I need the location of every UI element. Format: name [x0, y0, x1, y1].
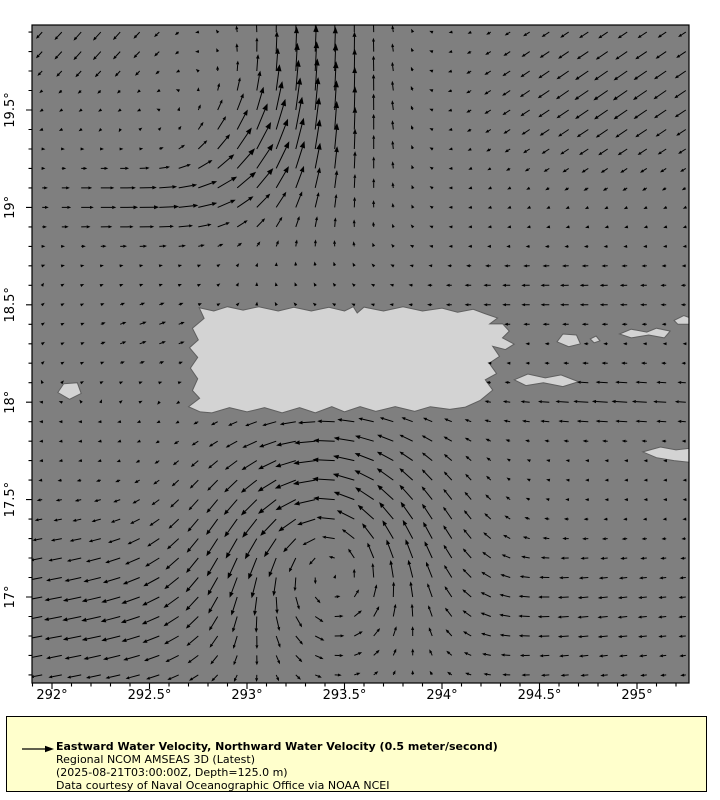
y-tick-label: 18°: [3, 390, 18, 414]
y-tick-label: 19.5°: [3, 92, 18, 128]
x-tick-label: 292°: [36, 688, 68, 703]
y-tick-label: 19°: [3, 195, 18, 219]
legend-title: Eastward Water Velocity, Northward Water Velocity (0.5 meter/second): [56, 740, 498, 753]
legend-attribution-line: Data courtesy of Naval Oceanographic Office via NOAA NCEI: [56, 779, 390, 792]
y-tick-label: 17.5°: [3, 481, 18, 518]
legend-model-line: Regional NCOM AMSEAS 3D (Latest): [56, 753, 255, 766]
reference-arrow-icon: [21, 744, 55, 754]
legend-text-block: [56, 740, 498, 792]
land-puerto-rico: [189, 307, 515, 413]
x-tick-label: 292.5°: [127, 688, 172, 703]
legend-box: [6, 716, 707, 792]
legend-time-depth-line: (2025-08-21T03:00:00Z, Depth=125.0 m): [56, 766, 288, 779]
y-tick-label: 17°: [3, 585, 18, 609]
x-tick-label: 295°: [621, 688, 653, 703]
x-tick-label: 294.5°: [517, 688, 562, 703]
y-tick-label: 18.5°: [3, 287, 18, 323]
x-tick-label: 293.5°: [322, 688, 367, 703]
x-tick-label: 293°: [231, 688, 263, 703]
x-tick-label: 294°: [426, 688, 458, 703]
